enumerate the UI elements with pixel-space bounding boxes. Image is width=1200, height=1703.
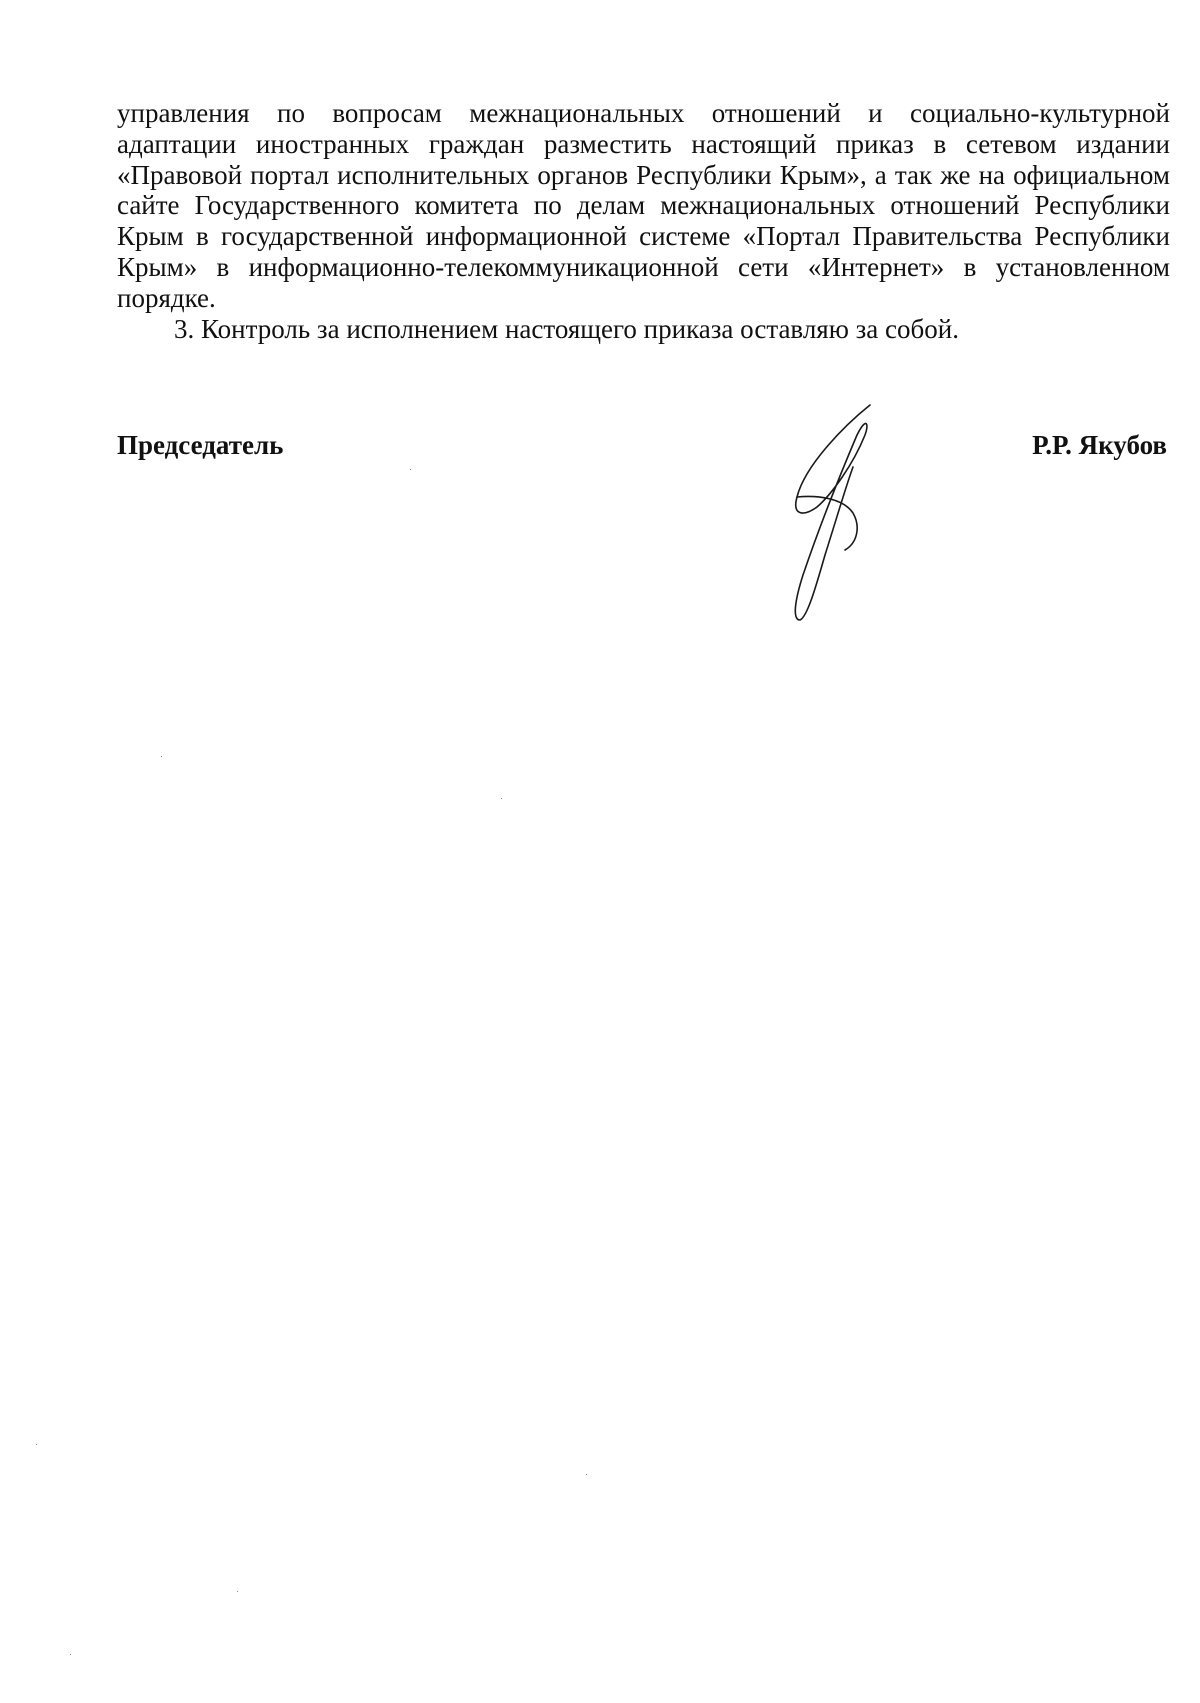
paragraph-publication-order: управления по вопросам межнациональных отношений и социально-культурной адаптации иностранных граждан разместить настоящий приказ в сетевом издании «Правовой портал исполнительных органов Республики Крым», а так же на официальном сайте Государственного комитета по делам межнациональных отношений Республики Крым в государственной информационной системе «Портал Правительства Республики Крым» в информационно-телекоммуникационной сети «Интернет» в установленном порядке. [117,98,1170,313]
scan-speck [36,1444,37,1445]
scan-speck [501,798,502,799]
signer-position: Председатель [117,430,284,460]
scan-speck [161,756,162,757]
scan-speck [410,469,411,470]
signer-name: Р.Р. Якубов [1032,430,1167,460]
handwritten-signature [745,395,885,645]
scan-speck [237,1591,238,1592]
scan-speck [586,1474,587,1475]
scan-speck [70,1654,71,1655]
paragraph-control-clause: 3. Контроль за исполнением настоящего приказа оставляю за собой. [174,313,959,344]
